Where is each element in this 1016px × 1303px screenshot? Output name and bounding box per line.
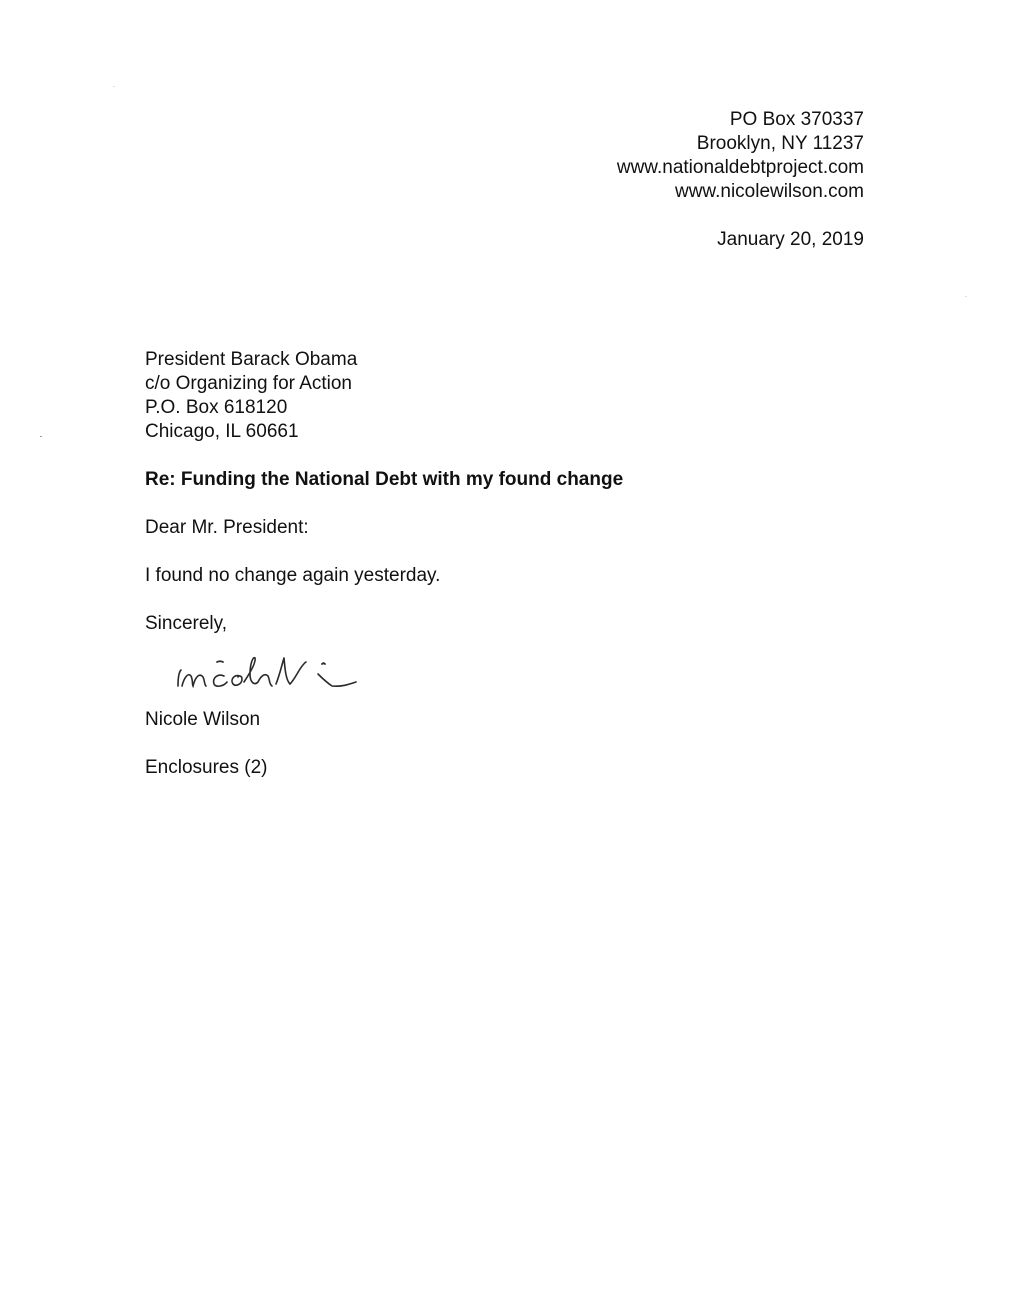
enclosures-note: Enclosures (2) [145,757,268,778]
sender-address-block [617,108,864,204]
letter-date: January 20, 2019 [717,229,864,250]
sender-address-line2: Brooklyn, NY 11237 [696,133,864,154]
scan-speck [965,296,967,297]
sender-website-2: www.nicolewilson.com [674,181,864,202]
scan-speck [40,436,42,437]
sender-address-line1: PO Box 370337 [729,109,864,130]
salutation: Dear Mr. President: [145,517,309,538]
subject-line: Re: Funding the National Debt with my found change [145,469,624,490]
recipient-city-state-zip: Chicago, IL 60661 [145,421,299,442]
handwritten-signature [172,640,372,700]
recipient-name: President Barack Obama [145,349,358,370]
recipient-po-box: P.O. Box 618120 [145,397,288,418]
scan-speck [113,86,115,87]
recipient-care-of: c/o Organizing for Action [145,373,352,394]
signer-name: Nicole Wilson [145,709,261,730]
closing: Sincerely, [145,613,228,634]
recipient-address-block [145,348,357,444]
letter-body: I found no change again yesterday. [145,565,441,586]
sender-website-1: www.nationaldebtproject.com [616,157,864,178]
